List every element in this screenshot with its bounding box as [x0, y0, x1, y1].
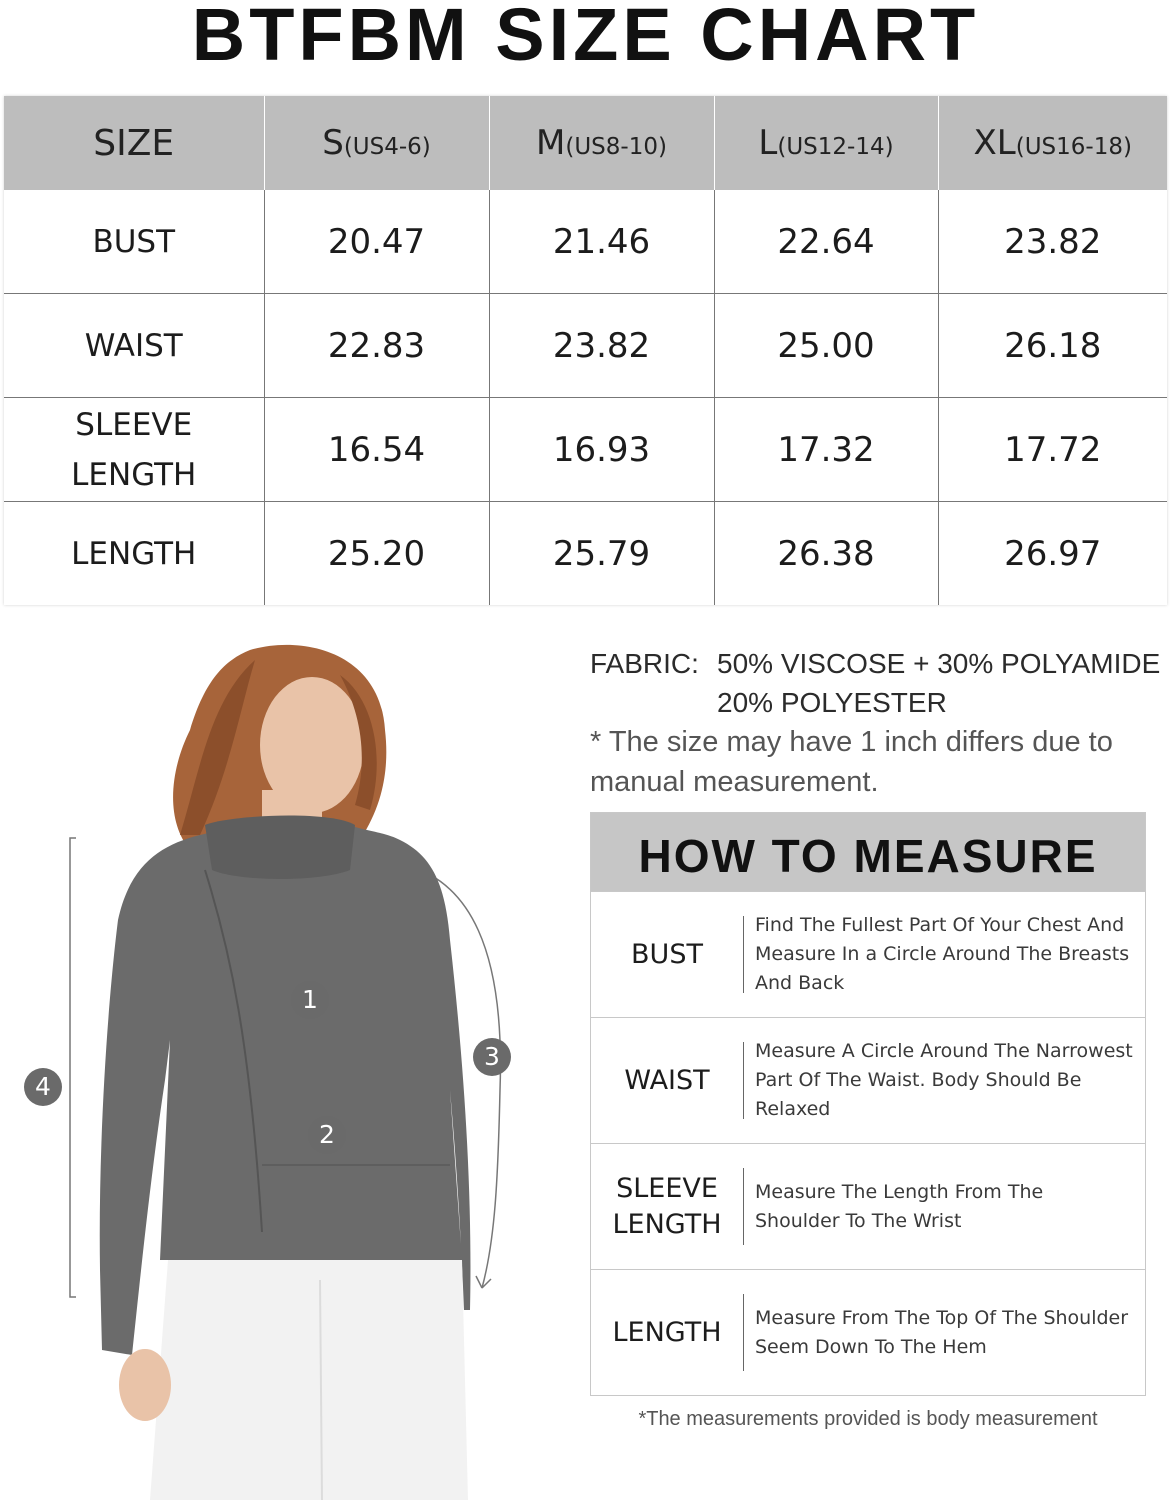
divider — [743, 1042, 744, 1119]
size-header-s: S(US4-6) — [264, 96, 489, 190]
table-cell: 20.47 — [264, 190, 489, 294]
divider — [743, 916, 744, 993]
model-illustration — [0, 620, 580, 1500]
face-shape — [260, 677, 364, 813]
size-header-label: SIZE — [4, 96, 264, 190]
fabric-line-1: 50% VISCOSE + 30% POLYAMIDE — [717, 648, 1161, 679]
measure-row-length — [591, 1269, 1145, 1395]
how-to-measure-panel — [590, 812, 1146, 1396]
size-header-l: L(US12-14) — [714, 96, 938, 190]
marker-bust: 1 — [291, 981, 329, 1019]
row-label-length: LENGTH — [4, 502, 264, 606]
fabric-note: * The size may have 1 inch differs due to manual measurement. — [590, 726, 1113, 798]
table-cell: 23.82 — [489, 294, 714, 398]
table-row — [4, 502, 1167, 606]
marker-sleeve-length: 3 — [473, 1038, 511, 1076]
row-label-bust: BUST — [92, 223, 176, 260]
measure-description: Measure From The Top Of The Shoulder Seem Down To The Hem — [755, 1306, 1129, 1358]
measure-description: Find The Fullest Part Of Your Chest And Measure In a Circle Around The Breasts And Back — [755, 914, 1130, 994]
table-cell: 16.54 — [264, 398, 489, 502]
table-cell: 22.64 — [714, 190, 938, 294]
sweater-collar — [205, 816, 355, 879]
marker-waist: 2 — [308, 1116, 346, 1154]
measure-description: Measure The Length From The Shoulder To The Wrist — [755, 1180, 1044, 1232]
measure-label: SLEEVE LENGTH — [612, 1172, 722, 1240]
table-cell: 25.79 — [489, 502, 714, 606]
length-guide-line — [70, 838, 76, 1297]
table-cell: 21.46 — [489, 190, 714, 294]
fabric-info — [590, 644, 1165, 802]
measure-label: BUST — [631, 938, 703, 970]
table-cell: 17.32 — [714, 398, 938, 502]
measure-row-bust — [591, 891, 1145, 1017]
divider — [743, 1294, 744, 1371]
table-cell: 26.38 — [714, 502, 938, 606]
table-row — [4, 294, 1167, 398]
measure-description: Measure A Circle Around The Narrowest Part Of The Waist. Body Should Be Relaxed — [755, 1040, 1133, 1120]
table-cell: 23.82 — [938, 190, 1167, 294]
size-chart-table — [4, 96, 1167, 605]
how-to-measure-title: HOW TO MEASURE — [591, 813, 1145, 891]
table-cell: 25.00 — [714, 294, 938, 398]
table-cell: 26.97 — [938, 502, 1167, 606]
table-cell: 26.18 — [938, 294, 1167, 398]
footnote: *The measurements provided is body measurement — [638, 1408, 1098, 1430]
measure-row-waist — [591, 1017, 1145, 1143]
fabric-line-2: 20% POLYESTER — [717, 687, 947, 718]
table-row — [4, 190, 1167, 294]
measure-row-sleeve-length — [591, 1143, 1145, 1269]
pants-shape — [150, 1260, 468, 1500]
size-header-row — [4, 96, 1167, 190]
size-header-m: M(US8-10) — [489, 96, 714, 190]
size-header-xl: XL(US16-18) — [938, 96, 1167, 190]
marker-length: 4 — [24, 1068, 62, 1106]
measure-label: LENGTH — [612, 1316, 722, 1348]
table-cell: 22.83 — [264, 294, 489, 398]
row-label-waist: WAIST — [4, 294, 264, 398]
table-cell: 17.72 — [938, 398, 1167, 502]
divider — [743, 1168, 744, 1245]
table-row — [4, 398, 1167, 502]
fabric-label: FABRIC: — [590, 648, 699, 679]
table-cell: 16.93 — [489, 398, 714, 502]
page-title: BTFBM SIZE CHART — [191, 0, 980, 76]
row-label-sleeve-length: SLEEVE LENGTH — [4, 398, 264, 502]
measure-label: WAIST — [624, 1064, 710, 1096]
hand-shape — [119, 1349, 171, 1421]
table-cell: 25.20 — [264, 502, 489, 606]
